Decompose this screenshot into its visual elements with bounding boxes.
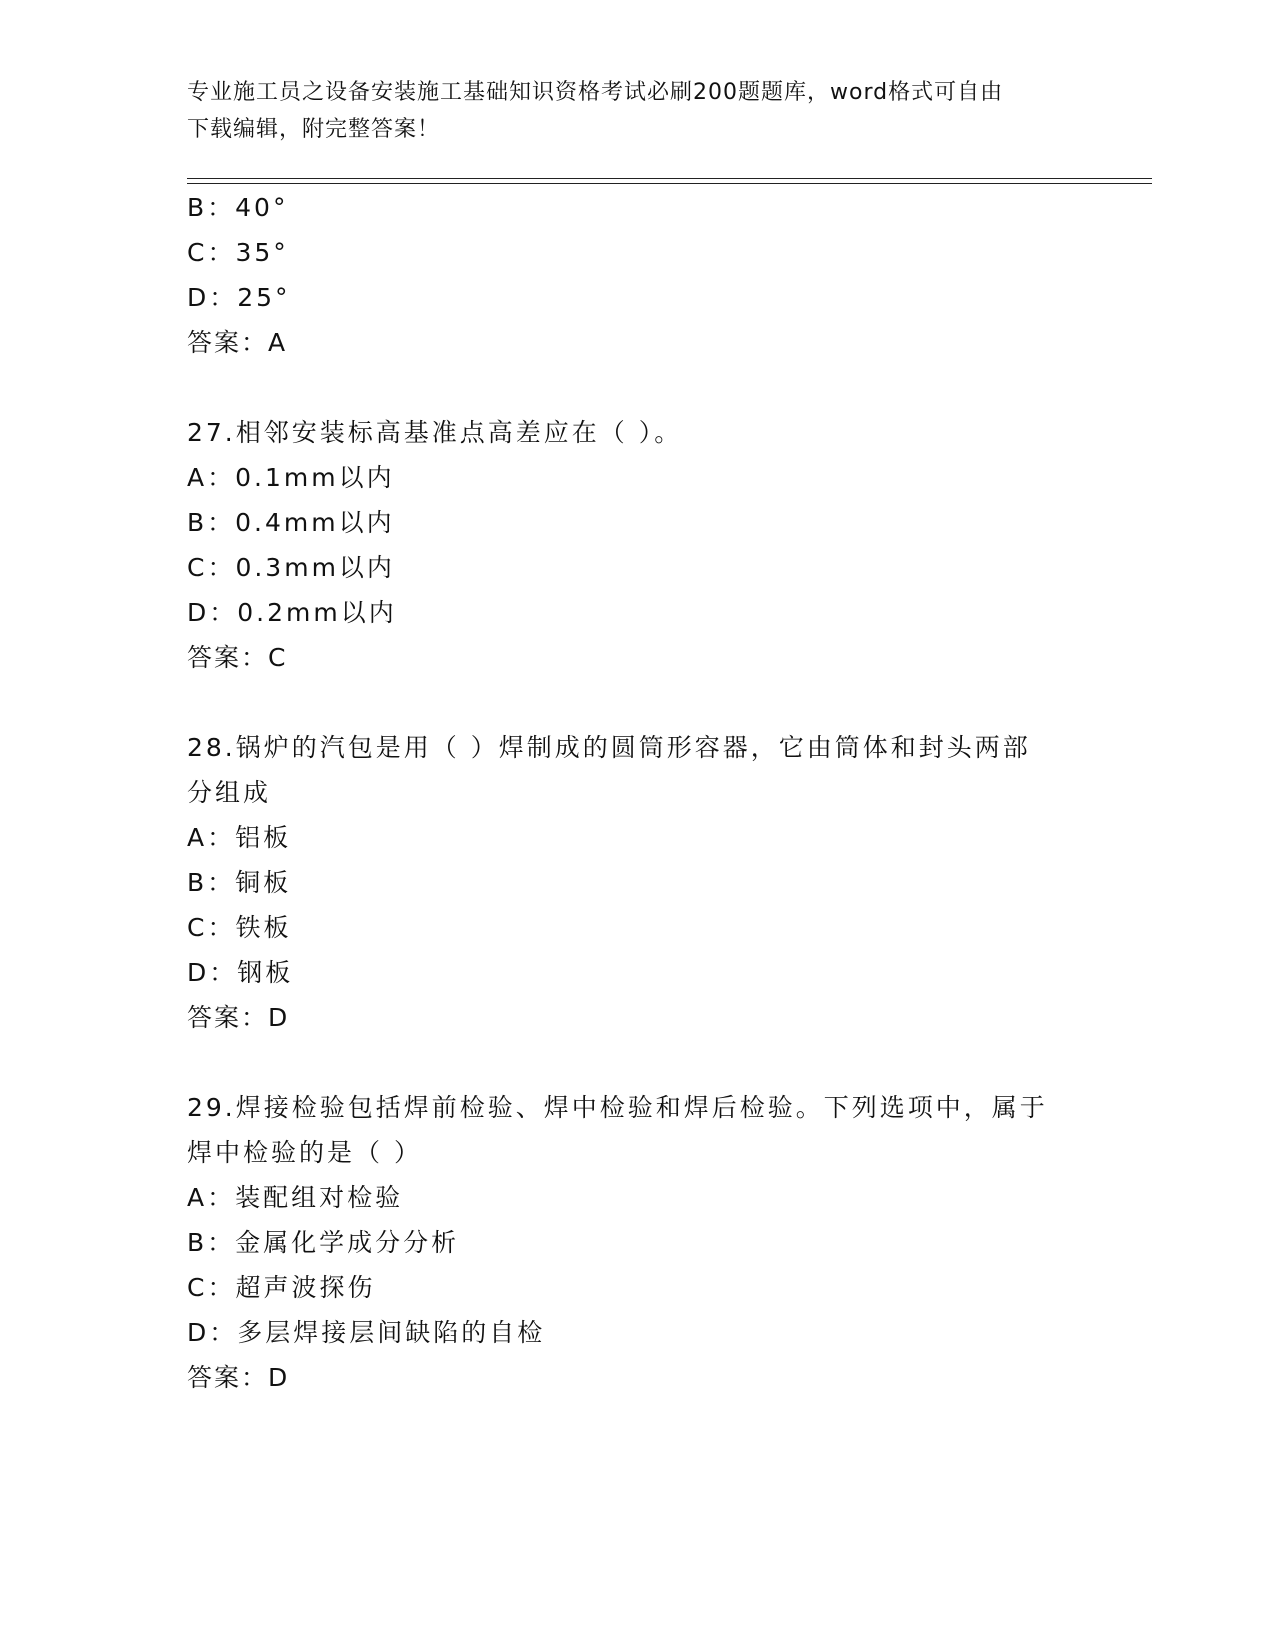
- q27-stem: 27.相邻安装标高基准点高差应在（ ）。: [187, 418, 683, 447]
- q29-option-b: B：金属化学成分分析: [187, 1228, 460, 1257]
- q29-stem-line-2: 焊中检验的是（ ）: [187, 1138, 422, 1167]
- q26-option-d: D：25°: [187, 283, 291, 312]
- header-line-2: 下载编辑，附完整答案！: [187, 117, 441, 142]
- q27-option-b: B：0.4mm以内: [187, 508, 395, 537]
- q28-option-b: B：铜板: [187, 868, 292, 897]
- q27-option-a: A：0.1mm以内: [187, 463, 395, 492]
- q27-option-c: C：0.3mm以内: [187, 553, 395, 582]
- q29-option-c: C：超声波探伤: [187, 1273, 376, 1302]
- q26-answer: 答案：A: [187, 328, 288, 357]
- q27-option-d: D：0.2mm以内: [187, 598, 397, 627]
- document-header: [187, 74, 1077, 148]
- q29-option-a: A：装配组对检验: [187, 1183, 404, 1212]
- q28-option-c: C：铁板: [187, 913, 292, 942]
- q26-option-c: C：35°: [187, 238, 289, 267]
- q29-stem-line-1: 29.焊接检验包括焊前检验、焊中检验和焊后检验。下列选项中，属于: [187, 1093, 1048, 1122]
- header-divider-bottom: [187, 183, 1152, 184]
- q28-option-d: D：钢板: [187, 958, 294, 987]
- q27-answer: 答案：C: [187, 643, 288, 672]
- q28-stem-line-1: 28.锅炉的汽包是用（ ）焊制成的圆筒形容器，它由筒体和封头两部: [187, 733, 1031, 762]
- q28-stem-line-2: 分组成: [187, 778, 272, 807]
- header-line-1: 专业施工员之设备安装施工基础知识资格考试必刷200题题库，word格式可自由: [187, 80, 1004, 105]
- q29-option-d: D：多层焊接层间缺陷的自检: [187, 1318, 546, 1347]
- header-divider-top: [187, 178, 1152, 179]
- q28-option-a: A：铝板: [187, 823, 292, 852]
- q26-option-b: B：40°: [187, 193, 289, 222]
- q29-answer: 答案：D: [187, 1363, 290, 1392]
- q28-answer: 答案：D: [187, 1003, 290, 1032]
